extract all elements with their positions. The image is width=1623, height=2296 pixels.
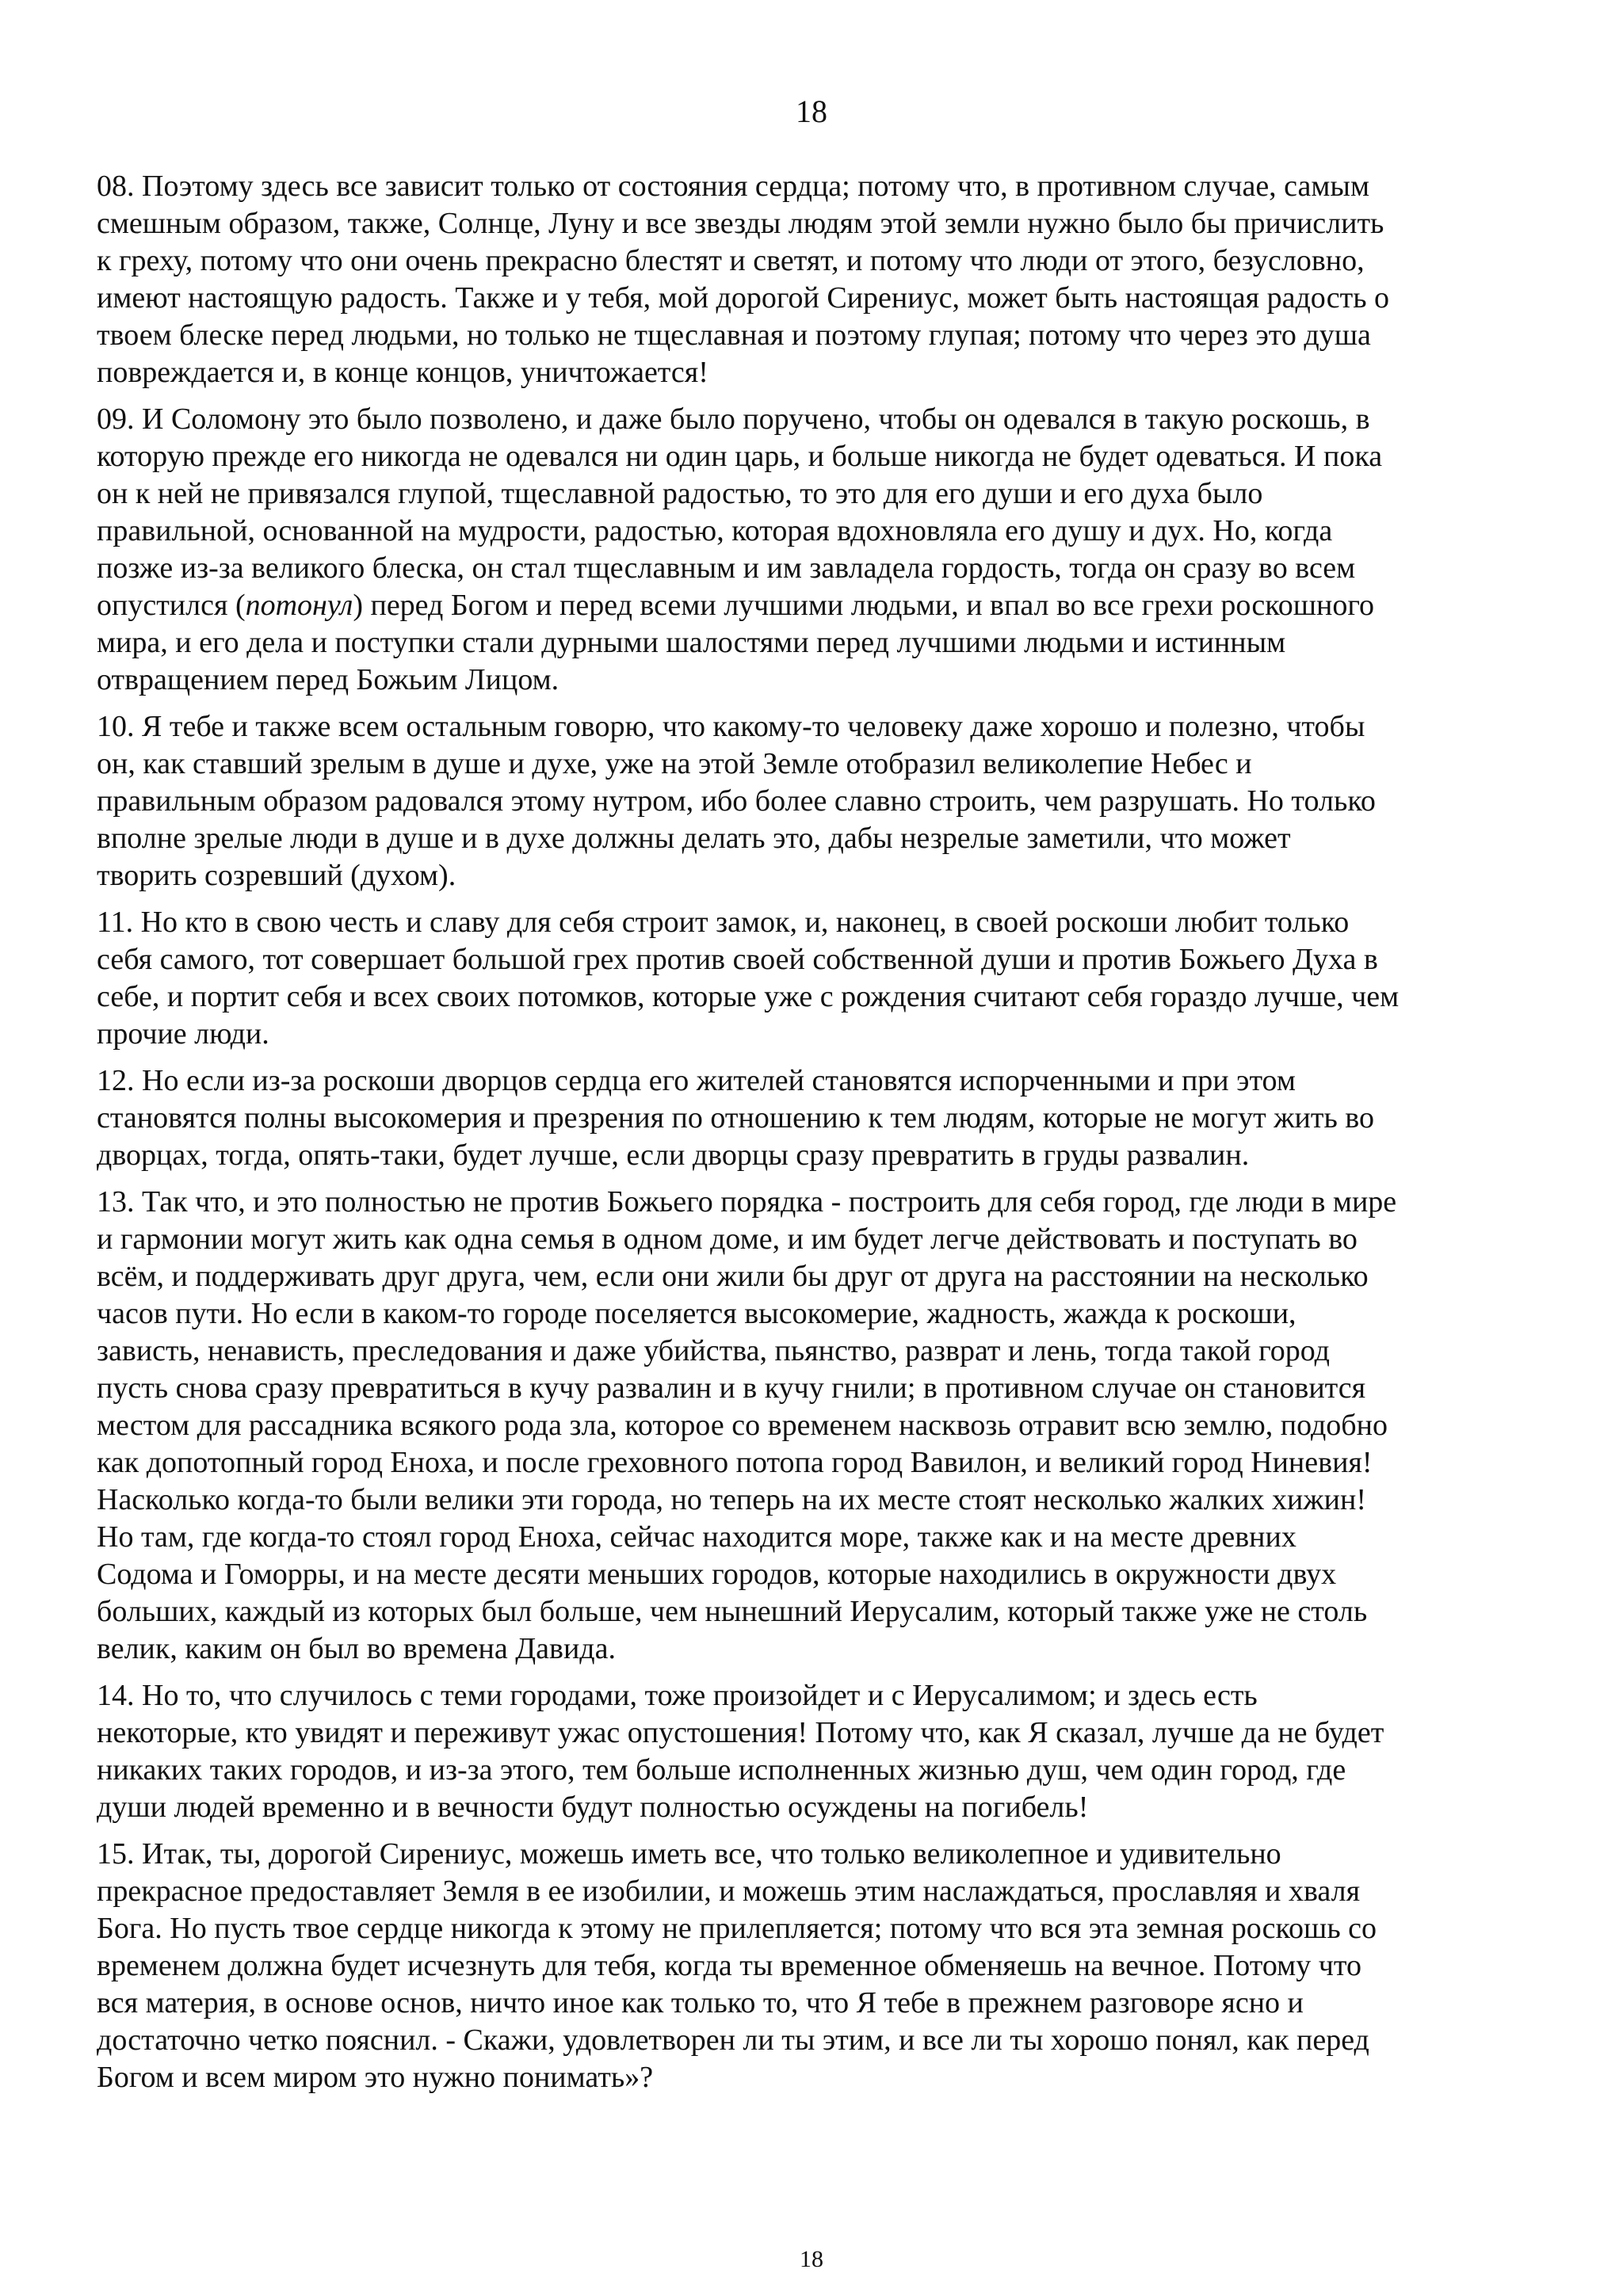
text-line: некоторые, кто увидят и переживут ужас опустошения! Потому что, как Я сказал, лучше да не будет — [97, 1716, 1384, 1749]
text-line: достаточно четко пояснил. - Скажи, удовлетворен ли ты этим, и все ли ты хорошо понял, как перед — [97, 2023, 1369, 2057]
text-line: 08. Поэтому здесь все зависит только от состояния сердца; потому что, в противном случае, самым — [97, 170, 1370, 203]
text-line: он к ней не привязался глупой, тщеславной радостью, то это для его души и его духа было — [97, 477, 1263, 510]
text-line: временем должна будет исчезнуть для тебя, когда ты временное обменяешь на вечное. Потому что — [97, 1949, 1361, 1982]
paragraph-10 — [97, 708, 1541, 894]
text-line: больших, каждый из которых был больше, чем нынешний Иерусалим, который также уже не столь — [97, 1595, 1368, 1628]
text-line: правильной, основанной на мудрости, радостью, которая вдохновляла его душу и дух. Но, когда — [97, 514, 1333, 547]
text-line: вполне зрелые люди в душе и в духе должны делать это, дабы незрелые заметили, что может — [97, 822, 1291, 855]
text-line: местом для рассадника всякого рода зла, которое со временем насквозь отравит всю землю, подобно — [97, 1409, 1388, 1442]
paragraph-15 — [97, 1836, 1541, 2096]
paragraph-13 — [97, 1184, 1541, 1668]
text-line: Но там, где когда-то стоял город Еноха, сейчас находится море, также как и на месте древних — [97, 1520, 1296, 1554]
text-line: он, как ставший зрелым в душе и духе, уже на этой Земле отобразил великолепие Небес и — [97, 747, 1252, 780]
text-line: себе, и портит себя и всех своих потомков, которые уже с рождения считают себя гораздо лучше, чем — [97, 980, 1400, 1013]
paragraph-14 — [97, 1677, 1541, 1826]
page-number-top: 18 — [796, 93, 827, 129]
text-line: как допотопный город Еноха, и после греховного потопа город Вавилон, и великий город Ниневия! — [97, 1446, 1373, 1479]
text-line: Насколько когда-то были велики эти города, но теперь на их месте стоят несколько жалких хижин! — [97, 1483, 1366, 1516]
italic-word: потонул — [245, 589, 353, 622]
text-line: смешным образом, также, Солнце, Луну и все звезды людям этой земли нужно было бы причислить — [97, 207, 1384, 240]
text-line: и гармонии могут жить как одна семья в одном доме, и им будет легче действовать и поступать во — [97, 1222, 1358, 1256]
paragraph-11 — [97, 904, 1541, 1053]
text-line: 11. Но кто в свою честь и славу для себя строит замок, и, наконец, в своей роскоши любит только — [97, 906, 1350, 939]
paragraph-09 — [97, 401, 1541, 699]
text-line: мира, и его дела и поступки стали дурными шалостями перед лучшими людьми и истинным — [97, 626, 1286, 659]
paragraph-12 — [97, 1062, 1541, 1174]
text-line: 15. Итак, ты, дорогой Сирениус, можешь иметь все, что только великолепное и удивительно — [97, 1837, 1281, 1871]
paragraph-08 — [97, 168, 1541, 391]
text-line: 09. И Соломону это было позволено, и даже было поручено, чтобы он одевался в такую роскошь, в — [97, 402, 1370, 436]
text-line-with-italic — [97, 587, 1541, 624]
text-line: Бога. Но пусть твое сердце никогда к этому не прилепляется; потому что вся эта земная роскошь со — [97, 1912, 1377, 1945]
text-line: 13. Так что, и это полностью не против Божьего порядка - построить для себя город, где люди в мире — [97, 1185, 1397, 1219]
page-number-bottom: 18 — [800, 2246, 823, 2272]
text-line: вся материя, в основе основ, ничто иное как только то, что Я тебе в прежнем разговоре ясно и — [97, 1986, 1304, 2019]
text-line: себя самого, тот совершает большой грех против своей собственной души и против Божьего Духа в — [97, 943, 1378, 976]
text-line: Богом и всем миром это нужно понимать»? — [97, 2061, 654, 2094]
text-line: души людей временно и в вечности будут полностью осуждены на погибель! — [97, 1791, 1089, 1824]
text-line: творить созревший (духом). — [97, 859, 456, 892]
text-line: правильным образом радовался этому нутром, ибо более славно строить, чем разрушать. Но только — [97, 784, 1376, 818]
text-line: которую прежде его никогда не одевался ни один царь, и больше никогда не будет одеваться. И пока — [97, 440, 1383, 473]
text-line: твоем блеске перед людьми, но только не тщеславная и поэтому глупая; потому что через это душа — [97, 318, 1371, 352]
text-line: к греху, потому что они очень прекрасно блестят и светят, и потому что люди от этого, безусловно, — [97, 244, 1365, 277]
text-line: зависть, ненависть, преследования и даже убийства, пьянство, разврат и лень, тогда такой город — [97, 1334, 1330, 1367]
text-line: повреждается и, в конце концов, уничтожается! — [97, 356, 708, 389]
text-line: прекрасное предоставляет Земля в ее изобилии, и можешь этим наслаждаться, прославляя и хваля — [97, 1875, 1361, 1908]
text-line: 12. Но если из-за роскоши дворцов сердца его жителей становятся испорченными и при этом — [97, 1064, 1296, 1097]
text-line: отвращением перед Божьим Лицом. — [97, 663, 559, 696]
text-segment: ) перед Богом и перед всеми лучшими людьми, и впал во все грехи роскошного — [353, 589, 1374, 622]
text-line: 14. Но то, что случилось с теми городами, тоже произойдет и с Иерусалимом; и здесь есть — [97, 1679, 1258, 1712]
text-line: прочие люди. — [97, 1017, 269, 1051]
text-line: часов пути. Но если в каком-то городе поселяется высокомерие, жадность, жажда к роскоши, — [97, 1297, 1296, 1330]
text-line: дворцах, тогда, опять-таки, будет лучше, если дворцы сразу превратить в груды развалин. — [97, 1138, 1250, 1172]
text-line: всём, и поддерживать друг друга, чем, если они жили бы друг от друга на расстоянии на несколько — [97, 1260, 1369, 1293]
text-line: позже из-за великого блеска, он стал тщеславным и им завладела гордость, тогда он сразу во всем — [97, 551, 1356, 585]
text-line: Содома и Гоморры, и на месте десяти меньших городов, которые находились в окружности двух — [97, 1558, 1337, 1591]
text-line: пусть снова сразу превратиться в кучу развалин и в кучу гнили; в противном случае он становится — [97, 1371, 1366, 1405]
text-line: никаких таких городов, и из-за этого, тем больше исполненных жизнью душ, чем один город, где — [97, 1753, 1346, 1787]
text-segment: опустился ( — [97, 589, 246, 622]
text-line: велик, каким он был во времена Давида. — [97, 1632, 616, 1665]
text-line: 10. Я тебе и также всем остальным говорю, что какому-то человеку даже хорошо и полезно, чтобы — [97, 710, 1365, 743]
text-line: имеют настоящую радость. Также и у тебя, мой дорогой Сирениус, может быть настоящая радость о — [97, 281, 1390, 315]
body-text — [97, 168, 1541, 2106]
text-line: становятся полны высокомерия и презрения по отношению к тем людям, которые не могут жить во — [97, 1101, 1374, 1135]
